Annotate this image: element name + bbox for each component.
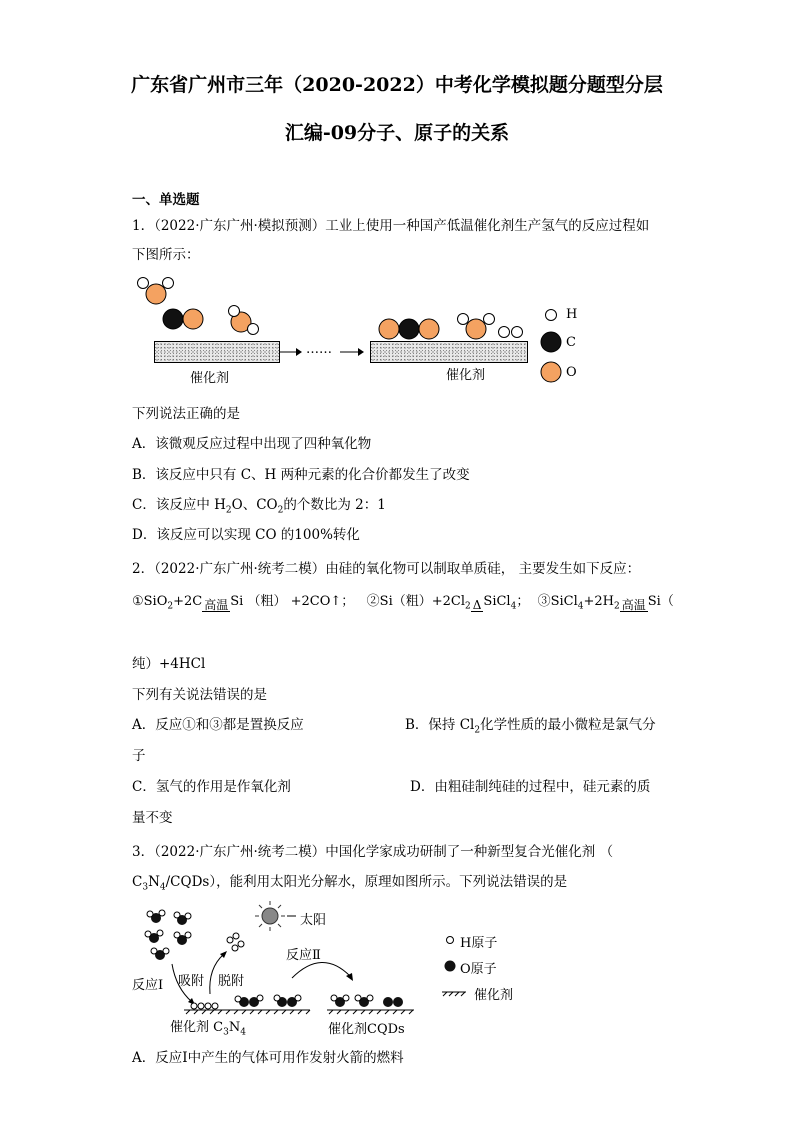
h-atom (512, 327, 523, 338)
legend-c-label: C (566, 335, 576, 350)
condition-heat: Δ (472, 597, 482, 612)
q2-eq-continuation: 纯）+4HCl (132, 656, 206, 672)
q2-option-d-cont: 量不变 (132, 810, 173, 826)
text: ②Si（粗）+2Cl (366, 594, 466, 609)
o-atom (183, 309, 203, 329)
h-atom (499, 327, 510, 338)
text: 化学性质的最小微粒是氯气分 (480, 717, 656, 733)
o-atom (379, 319, 399, 339)
text: ③SiCl (537, 594, 578, 609)
legend-catalyst-icon (442, 992, 466, 996)
q3-figure (132, 898, 552, 1038)
legend-o-label: O原子 (460, 962, 497, 977)
catalyst-label-left: 催化剂 (190, 371, 230, 386)
text: N (228, 1020, 241, 1035)
q1-option-b[interactable]: B．该反应中只有 C、H 两种元素的化合价都发生了改变 (132, 467, 470, 483)
text: N (148, 874, 160, 890)
legend-o-atom (445, 961, 456, 972)
h-atom (484, 314, 495, 325)
q3-stem-line2 (132, 870, 567, 893)
q2-stem: 2．（2022·广东广州·统考二模）由硅的氧化物可以制取单质硅， 主要发生如下反应： (132, 561, 641, 577)
text: +2C (173, 594, 203, 609)
q1-option-a[interactable]: A．该微观反应过程中出现了四种氧化物 (132, 436, 372, 452)
subscript: 2 (277, 505, 284, 516)
h-atom (163, 278, 174, 289)
condition-high-temp: 高温 (621, 597, 646, 612)
h-atom (248, 324, 259, 335)
q2-option-a[interactable]: A．反应①和③都是置换反应 (132, 717, 304, 733)
sun-icon (255, 901, 285, 931)
subscript: 2 (167, 601, 174, 612)
q1-figure (132, 272, 602, 392)
text: Si （粗） +2CO↑； (230, 594, 355, 609)
h-atom (229, 306, 240, 317)
legend-catalyst-label: 催化剂 (474, 988, 514, 1003)
subscript: 2 (225, 505, 232, 516)
text: C (132, 874, 143, 890)
subscript: 2 (474, 725, 481, 736)
o-atom (419, 319, 439, 339)
text: 催化剂 C (170, 1020, 224, 1035)
subscript: 4 (240, 1027, 246, 1038)
catalyst-block-right (370, 341, 528, 363)
text: /CQDs），能利用太阳光分解水，原理如图所示。下列说法错误的是 (165, 874, 568, 890)
q2-option-d[interactable]: D．由粗硅制纯硅的过程中，硅元素的质 (410, 779, 651, 795)
c-atom (163, 309, 183, 329)
subscript: 4 (577, 601, 584, 612)
text: B．保持 Cl (405, 717, 475, 733)
legend-h-atom (546, 310, 557, 321)
section-heading: 一、单选题 (132, 192, 200, 208)
legend-o-label: O (566, 365, 577, 380)
q3-stem-line1: 3．（2022·广东广州·统考二模）中国化学家成功研制了一种新型复合光催化剂 （ (132, 844, 614, 860)
reaction2-label: 反应Ⅱ (286, 948, 321, 963)
legend-o-atom (541, 362, 561, 382)
adsorb-label: 吸附 (178, 974, 205, 989)
text: ①SiO (132, 594, 168, 609)
subscript: 4 (159, 882, 166, 893)
o-atom (146, 284, 166, 304)
text: 的个数比为 2：1 (283, 497, 386, 513)
subscript: 4 (510, 601, 517, 612)
text: Si（ (647, 594, 674, 609)
subscript: 2 (614, 601, 620, 612)
page-title-line2: 汇编-09分子、原子的关系 (284, 122, 510, 144)
q2-option-b-cont: 子 (132, 748, 146, 764)
q1-option-c[interactable] (132, 493, 386, 516)
text: ； (516, 594, 530, 609)
page-title-line1: 广东省广州市三年（2020-2022）中考化学模拟题分题型分层 (131, 74, 663, 96)
text: SiCl (483, 594, 511, 609)
catalyst-c3n4-label (170, 1016, 246, 1038)
legend-h-label: H (566, 307, 578, 322)
q3-option-a[interactable]: A．反应Ⅰ中产生的气体可用作发射火箭的燃料 (132, 1050, 404, 1066)
water-molecules (145, 910, 191, 960)
q2-prompt: 下列有关说法错误的是 (132, 687, 267, 703)
q1-stem-line2: 下图所示： (132, 247, 200, 263)
catalyst-label-right: 催化剂 (446, 368, 486, 383)
q1-prompt: 下列说法正确的是 (132, 406, 240, 422)
q1-stem-line1: 1．（2022·广东广州·模拟预测）工业上使用一种国产低温催化剂生产氢气的反应过程如 (132, 218, 650, 234)
q2-equations (132, 590, 674, 612)
reaction1-label: 反应Ⅰ (132, 978, 164, 993)
desorb-label: 脱附 (218, 974, 245, 989)
q1-option-d[interactable]: D．该反应可以实现 CO 的100%转化 (132, 527, 360, 543)
text: O、CO (231, 497, 278, 513)
catalyst-cqds-label: 催化剂CQDs (328, 1022, 405, 1037)
condition-high-temp: 高温 (204, 597, 229, 612)
o-atom (466, 319, 486, 339)
subscript: 2 (465, 601, 471, 612)
h-atom (458, 314, 469, 325)
subscript: 3 (142, 882, 149, 893)
legend-h-atom (447, 937, 454, 944)
sun-label: 太阳 (300, 913, 327, 928)
catalyst-block-left (154, 341, 280, 363)
ellipsis: …… (306, 342, 332, 357)
text: C．该反应中 H (132, 497, 226, 513)
h-atom (138, 278, 149, 289)
legend-h-label: H原子 (460, 936, 498, 951)
subscript: 3 (223, 1027, 229, 1038)
q2-option-b[interactable] (405, 713, 656, 736)
q2-option-c[interactable]: C．氢气的作用是作氧化剂 (132, 779, 291, 795)
legend-c-atom (541, 332, 561, 352)
text: +2H (583, 594, 615, 609)
c-atom (399, 319, 419, 339)
